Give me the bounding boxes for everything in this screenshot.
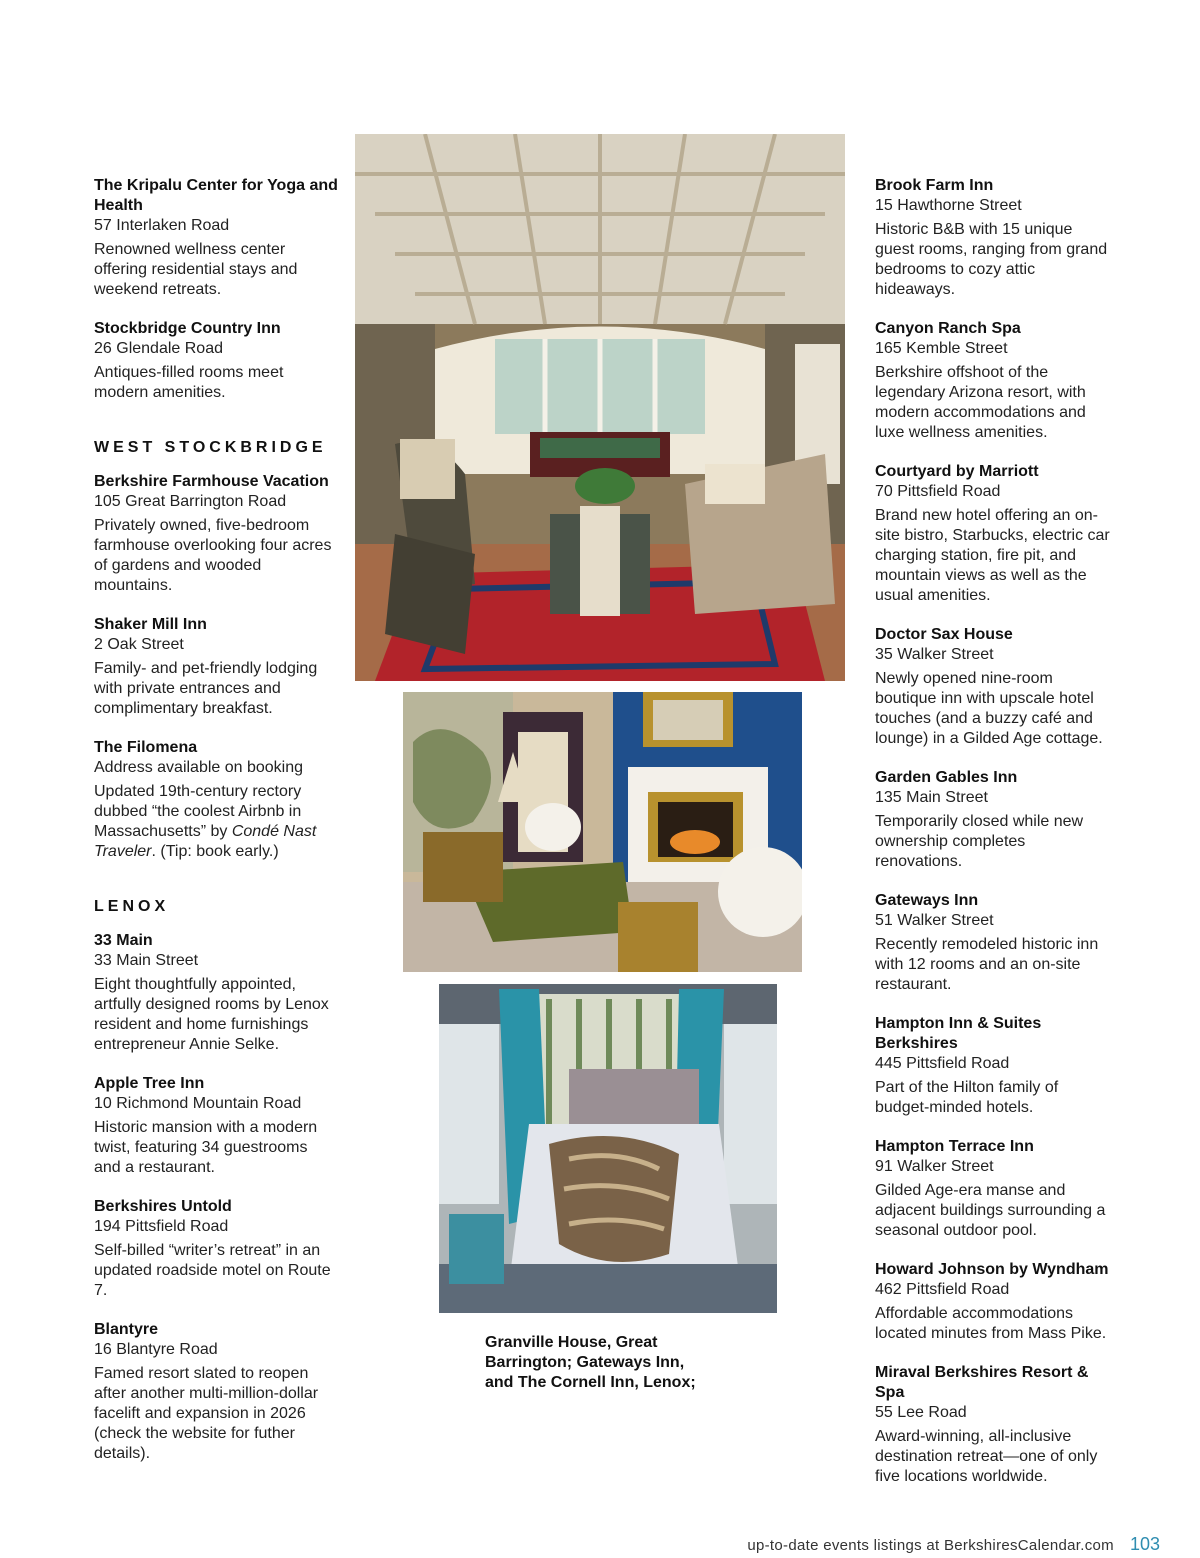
listing-howard-johnson: [875, 1260, 1115, 1344]
listing-description: Affordable accommodations located minutes from Mass Pike.: [875, 1305, 1107, 1342]
listing-shaker-mill-inn: [94, 615, 338, 719]
listing-garden-gables-inn: [875, 768, 1115, 872]
listing-address: 135 Main Street: [875, 789, 988, 806]
listing-address: 194 Pittsfield Road: [94, 1218, 229, 1235]
listing-blantyre: [94, 1320, 338, 1464]
listing-address: 15 Hawthorne Street: [875, 197, 1022, 214]
page-number: 103: [1129, 1534, 1160, 1554]
description-text: Updated 19th-century rectory dubbed “the coolest Airbnb in Massachusetts” by: [94, 783, 302, 840]
listing-description: Self-billed “writer’s retreat” in an updated roadside motel on Route 7.: [94, 1242, 331, 1299]
listing-name: Doctor Sax House: [875, 626, 1013, 643]
listing-description: Gilded Age-era manse and adjacent buildings surrounding a seasonal outdoor pool.: [875, 1182, 1106, 1239]
listing-name: Garden Gables Inn: [875, 769, 1018, 786]
listing-name: 33 Main: [94, 932, 153, 949]
listing-description: Temporarily closed while new ownership completes renovations.: [875, 813, 1084, 870]
left-column: [94, 176, 338, 1483]
listing-description: Renowned wellness center offering residential stays and weekend retreats.: [94, 241, 298, 298]
description-text: . (Tip: book early.): [151, 843, 279, 860]
listing-name: Courtyard by Marriott: [875, 463, 1039, 480]
listing-address: 26 Glendale Road: [94, 340, 223, 357]
listing-description: Recently remodeled historic inn with 12 rooms and an on-site restaurant.: [875, 936, 1099, 993]
listing-description: Brand new hotel offering an on-site bistro, Starbucks, electric car charging station, fire pit, and mountain views as well as the usual amenities.: [875, 507, 1110, 604]
listing-address: 51 Walker Street: [875, 912, 994, 929]
listing-name: Apple Tree Inn: [94, 1075, 205, 1092]
listing-stockbridge-country-inn: [94, 319, 338, 403]
listing-address: 70 Pittsfield Road: [875, 483, 1001, 500]
listing-courtyard-by-marriott: [875, 462, 1115, 606]
listing-description: Berkshire offshoot of the legendary Arizona resort, with modern accommodations and luxe wellness amenities.: [875, 364, 1086, 441]
listing-gateways-inn: [875, 891, 1115, 995]
listing-address: 91 Walker Street: [875, 1158, 994, 1175]
listing-name: Gateways Inn: [875, 892, 979, 909]
listing-name: Hampton Inn & Suites Berkshires: [875, 1015, 1042, 1052]
listing-name: The Filomena: [94, 739, 198, 756]
listing-name: Howard Johnson by Wyndham: [875, 1261, 1109, 1278]
listing-address: 55 Lee Road: [875, 1404, 967, 1421]
bedroom-photo: [439, 984, 777, 1313]
listing-address: 16 Blantyre Road: [94, 1341, 218, 1358]
listing-name: The Kripalu Center for Yoga and Health: [94, 177, 338, 214]
listing-name: Blantyre: [94, 1321, 159, 1338]
listing-address: 445 Pittsfield Road: [875, 1055, 1010, 1072]
listing-berkshires-untold: [94, 1197, 338, 1301]
listing-name: Stockbridge Country Inn: [94, 320, 281, 337]
listing-address: 2 Oak Street: [94, 636, 184, 653]
right-column: [875, 176, 1115, 1506]
listing-description: Antiques-filled rooms meet modern amenities.: [94, 364, 284, 401]
photo-caption: Granville House, Great Barrington; Gateways Inn, and The Cornell Inn, Lenox;: [485, 1334, 696, 1391]
living-room-photo: [355, 134, 845, 681]
listing-the-filomena: [94, 738, 338, 862]
listing-miraval-berkshires: [875, 1363, 1115, 1487]
listing-description: Historic B&B with 15 unique guest rooms, ranging from grand bedrooms to cozy attic hideaways.: [875, 221, 1108, 298]
footer-text: up-to-date events listings at BerkshiresCalendar.com: [747, 1537, 1114, 1554]
listing-name: Brook Farm Inn: [875, 177, 994, 194]
listing-canyon-ranch-spa: [875, 319, 1115, 443]
listing-name: Miraval Berkshires Resort & Spa: [875, 1364, 1089, 1401]
listing-kripalu: [94, 176, 338, 300]
listing-description: Family- and pet-friendly lodging with private entrances and complimentary breakfast.: [94, 660, 318, 717]
listing-address: 57 Interlaken Road: [94, 217, 230, 234]
listing-address: 35 Walker Street: [875, 646, 994, 663]
listing-brook-farm-inn: [875, 176, 1115, 300]
section-heading-west-stockbridge: WEST STOCKBRIDGE: [94, 439, 327, 456]
listing-description: Eight thoughtfully appointed, artfully designed rooms by Lenox resident and home furnishings entrepreneur Annie Selke.: [94, 976, 329, 1053]
listing-name: Canyon Ranch Spa: [875, 320, 1021, 337]
listing-address: 105 Great Barrington Road: [94, 493, 287, 510]
parlor-photo: [403, 692, 802, 972]
listing-hampton-terrace-inn: [875, 1137, 1115, 1241]
listing-address: 462 Pittsfield Road: [875, 1281, 1010, 1298]
listing-name: Shaker Mill Inn: [94, 616, 207, 633]
page-footer: [747, 1534, 1160, 1555]
listing-description: Award-winning, all-inclusive destination retreat—one of only five locations worldwide.: [875, 1428, 1098, 1485]
listing-description: Privately owned, five-bedroom farmhouse overlooking four acres of gardens and wooded mountains.: [94, 517, 332, 594]
listing-berkshire-farmhouse: [94, 472, 338, 596]
listing-description: [94, 782, 338, 862]
listing-description: Famed resort slated to reopen after another multi-million-dollar facelift and expansion in 2026 (check the website for futher details).: [94, 1365, 319, 1462]
listing-description: Newly opened nine-room boutique inn with upscale hotel touches (and a buzzy café and lounge) in a Gilded Age cottage.: [875, 670, 1103, 747]
listing-address: 165 Kemble Street: [875, 340, 1008, 357]
listing-apple-tree-inn: [94, 1074, 338, 1178]
listing-description: Historic mansion with a modern twist, featuring 34 guestrooms and a restaurant.: [94, 1119, 318, 1176]
listing-name: Hampton Terrace Inn: [875, 1138, 1034, 1155]
section-heading-lenox: LENOX: [94, 898, 170, 915]
listing-name: Berkshire Farmhouse Vacation: [94, 473, 329, 490]
listing-address: 33 Main Street: [94, 952, 199, 969]
publication-name: Condé Nast Traveler: [94, 823, 317, 860]
listing-address: 10 Richmond Mountain Road: [94, 1095, 302, 1112]
listing-doctor-sax-house: [875, 625, 1115, 749]
listing-33-main: [94, 931, 338, 1055]
listing-hampton-inn-suites: [875, 1014, 1115, 1118]
listing-address: Address available on booking: [94, 759, 304, 776]
listing-description: Part of the Hilton family of budget-minded hotels.: [875, 1079, 1059, 1116]
listing-name: Berkshires Untold: [94, 1198, 232, 1215]
